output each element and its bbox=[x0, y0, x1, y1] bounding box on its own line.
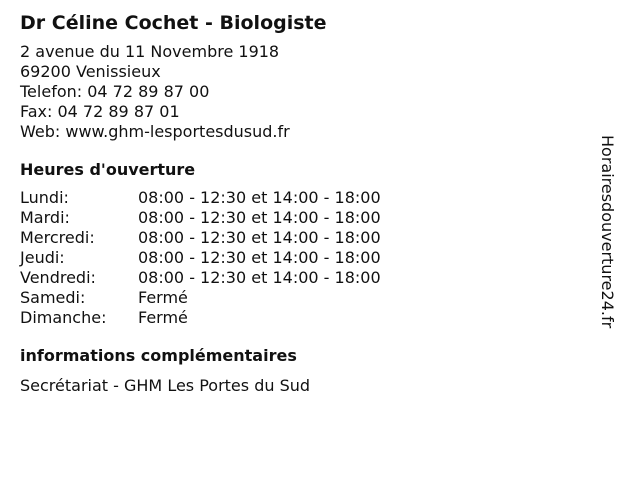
day-label: Lundi: bbox=[20, 188, 69, 207]
street-address: 2 avenue du 11 Novembre 1918 bbox=[20, 42, 280, 61]
day-label: Dimanche: bbox=[20, 308, 107, 327]
day-label: Jeudi: bbox=[20, 248, 65, 267]
phone-number: Telefon: 04 72 89 87 00 bbox=[20, 82, 210, 101]
day-label: Samedi: bbox=[20, 288, 86, 307]
website: Web: www.ghm-lesportesdusud.fr bbox=[20, 122, 290, 141]
hours-row-thursday bbox=[20, 248, 600, 268]
day-hours: 08:00 - 12:30 et 14:00 - 18:00 bbox=[138, 248, 381, 267]
address-block bbox=[20, 42, 600, 142]
day-hours: 08:00 - 12:30 et 14:00 - 18:00 bbox=[138, 228, 381, 247]
info-text: Secrétariat - GHM Les Portes du Sud bbox=[20, 376, 311, 395]
page-title: Dr Céline Cochet - Biologiste bbox=[20, 12, 327, 34]
hours-row-saturday bbox=[20, 288, 600, 308]
hours-table bbox=[20, 188, 600, 328]
day-hours: Fermé bbox=[138, 288, 188, 307]
hours-row-wednesday bbox=[20, 228, 600, 248]
hours-row-sunday bbox=[20, 308, 600, 328]
day-hours: 08:00 - 12:30 et 14:00 - 18:00 bbox=[138, 208, 381, 227]
hours-heading: Heures d'ouverture bbox=[20, 160, 196, 179]
fax-number: Fax: 04 72 89 87 01 bbox=[20, 102, 180, 121]
city-address: 69200 Venissieux bbox=[20, 62, 161, 81]
day-label: Mercredi: bbox=[20, 228, 95, 247]
day-hours: 08:00 - 12:30 et 14:00 - 18:00 bbox=[138, 268, 381, 287]
side-brand-text: Horairesdouverture24.fr bbox=[598, 135, 617, 329]
day-hours: 08:00 - 12:30 et 14:00 - 18:00 bbox=[138, 188, 381, 207]
hours-row-friday bbox=[20, 268, 600, 288]
day-hours: Fermé bbox=[138, 308, 188, 327]
hours-row-monday bbox=[20, 188, 600, 208]
day-label: Vendredi: bbox=[20, 268, 96, 287]
business-card bbox=[20, 10, 600, 396]
day-label: Mardi: bbox=[20, 208, 70, 227]
hours-row-tuesday bbox=[20, 208, 600, 228]
info-heading: informations complémentaires bbox=[20, 346, 297, 365]
